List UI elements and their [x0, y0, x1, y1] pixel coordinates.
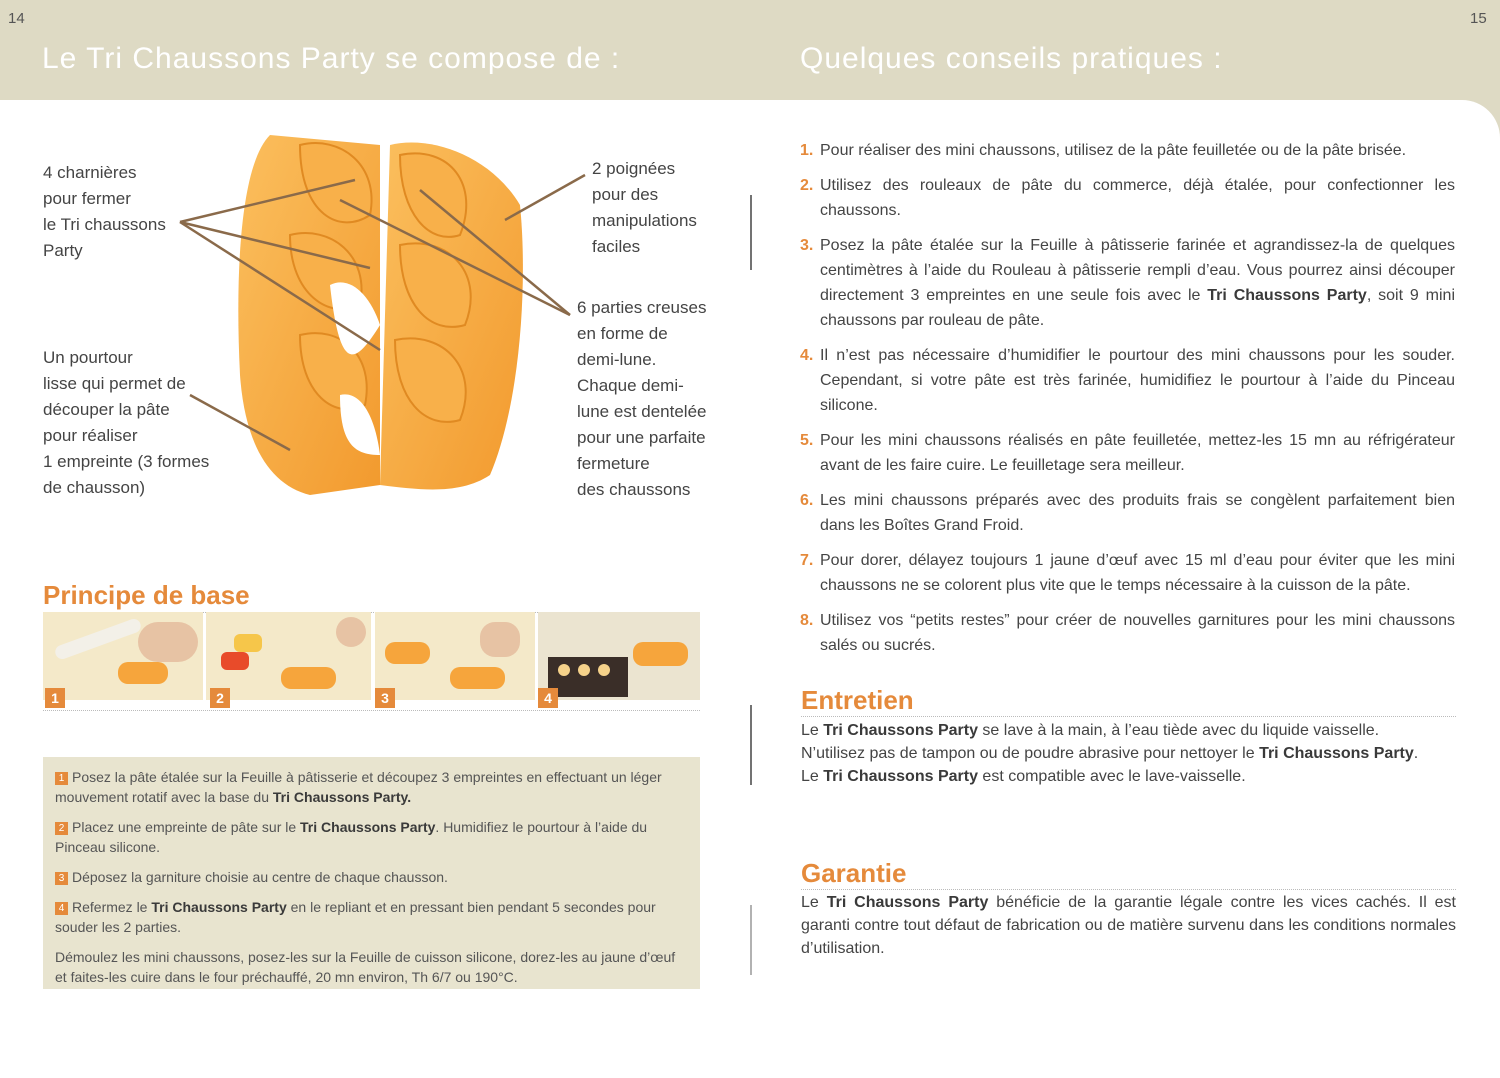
step-number-1: 1	[45, 688, 65, 708]
tip-7: 7. Pour dorer, délayez toujours 1 jaune d’œuf avec 15 ml d’eau pour éviter que les mini chaussons ne se colorent plus vite que le temps nécessaire à la cuisson de la pâte.	[800, 552, 1455, 594]
final-note: Démoulez les mini chaussons, posez-les sur la Feuille de cuisson silicone, dorez-les au jaune d’œuf et faites-les cuire dans le four préchauffé, 20 mn environ, Th 6/7 ou 190°C.	[55, 949, 676, 985]
label-handles: 2 poignées pour des manipulations faciles	[592, 159, 697, 256]
left-page-title: Le Tri Chaussons Party se compose de :	[42, 42, 621, 75]
tip-1: 1. Pour réaliser des mini chaussons, utilisez de la pâte feuilletée ou de la pâte brisée.	[800, 142, 1407, 159]
instruction-1: 1 Posez la pâte étalée sur la Feuille à pâtisserie et découpez 3 empreintes en effectuant un léger mouvement rotatif avec la base du Tri Chaussons Party.	[55, 769, 662, 805]
label-edge: Un pourtour lisse qui permet de découper la pâte pour réaliser 1 empreinte (3 formes de chausson)	[43, 348, 210, 497]
entretien-line-3: Le Tri Chaussons Party est compatible avec le lave-vaisselle.	[801, 768, 1246, 785]
principe-title: Principe de base	[43, 580, 250, 610]
step-photos	[43, 612, 700, 712]
instructions-box	[43, 757, 700, 989]
instruction-2: 2 Placez une empreinte de pâte sur le Tri Chaussons Party. Humidifiez le pourtour à l’aide du Pinceau silicone.	[55, 819, 648, 855]
garantie-rule	[801, 889, 1456, 890]
step-number-2: 2	[210, 688, 230, 708]
entretien-rule	[801, 716, 1456, 717]
binding-stitches	[748, 185, 754, 985]
page-number-left: 14	[8, 10, 25, 27]
label-hollows: 6 parties creuses en forme de demi-lune. Chaque demi- lune est dentelée pour une parfaite fermeture des chaussons	[577, 298, 707, 499]
step-photo-4	[538, 612, 700, 700]
step-number-4: 4	[538, 688, 558, 708]
step-photo-2	[206, 612, 371, 700]
entretien-line-1: Le Tri Chaussons Party se lave à la main, à l’eau tiède avec du liquide vaisselle.	[801, 722, 1380, 739]
instruction-3: 3 Déposez la garniture choisie au centre de chaque chausson.	[55, 867, 688, 887]
tip-4: 4. Il n’est pas nécessaire d’humidifier le pourtour des mini chaussons pour les souder. Cependant, si votre pâte est très farinée, humidifiez le pourtour à l’aide du Pinceau silicone.	[800, 347, 1455, 414]
tip-3: 3. Posez la pâte étalée sur la Feuille à pâtisserie farinée et agrandissez-la de quelques centimètres à l’aide du Rouleau à pâtisserie rempli d’eau. Vous pourrez ainsi découper directement 3 empreintes en une seule fois avec le Tri Chaussons Party, soit 9 mini chaussons par rouleau de pâte.	[800, 237, 1456, 329]
step-photo-1	[43, 612, 203, 700]
label-hinges: 4 charnières pour fermer le Tri chaussons Party	[43, 163, 166, 260]
right-banner	[750, 0, 1500, 100]
entretien-title: Entretien	[801, 685, 914, 715]
step-number-3: 3	[375, 688, 395, 708]
entretien-text	[801, 719, 1456, 788]
tips-list	[800, 138, 1455, 668]
step-photo-3	[375, 612, 535, 700]
tip-8: 8. Utilisez vos “petits restes” pour créer de nouvelles garnitures pour les mini chaussons salés ou sucrés.	[800, 612, 1455, 654]
right-page-title: Quelques conseils pratiques :	[800, 42, 1223, 75]
page-number-right: 15	[1470, 10, 1487, 27]
instruction-4: 4 Refermez le Tri Chaussons Party en le repliant et en pressant bien pendant 5 secondes pour souder les 2 parties.	[55, 899, 656, 935]
tip-5: 5. Pour les mini chaussons réalisés en pâte feuilletée, mettez-les 15 mn au réfrigérateur avant de les faire cuire. Le feuilletage sera meilleur.	[800, 432, 1455, 474]
tip-2: 2. Utilisez des rouleaux de pâte du commerce, déjà étalée, pour confectionner les chaussons.	[800, 177, 1455, 219]
steps-rule	[43, 710, 700, 711]
tip-6: 6. Les mini chaussons préparés avec des produits frais se congèlent parfaitement bien dans les Boîtes Grand Froid.	[800, 492, 1455, 534]
entretien-line-2: N’utilisez pas de tampon ou de poudre abrasive pour nettoyer le Tri Chaussons Party.	[801, 745, 1419, 762]
garantie-title: Garantie	[801, 858, 907, 888]
garantie-text: Le Tri Chaussons Party bénéficie de la garantie légale contre les vices cachés. Il est garanti contre tout défaut de fabrication ou de matière survenu dans les conditions normales d’utilisation.	[801, 894, 1456, 957]
